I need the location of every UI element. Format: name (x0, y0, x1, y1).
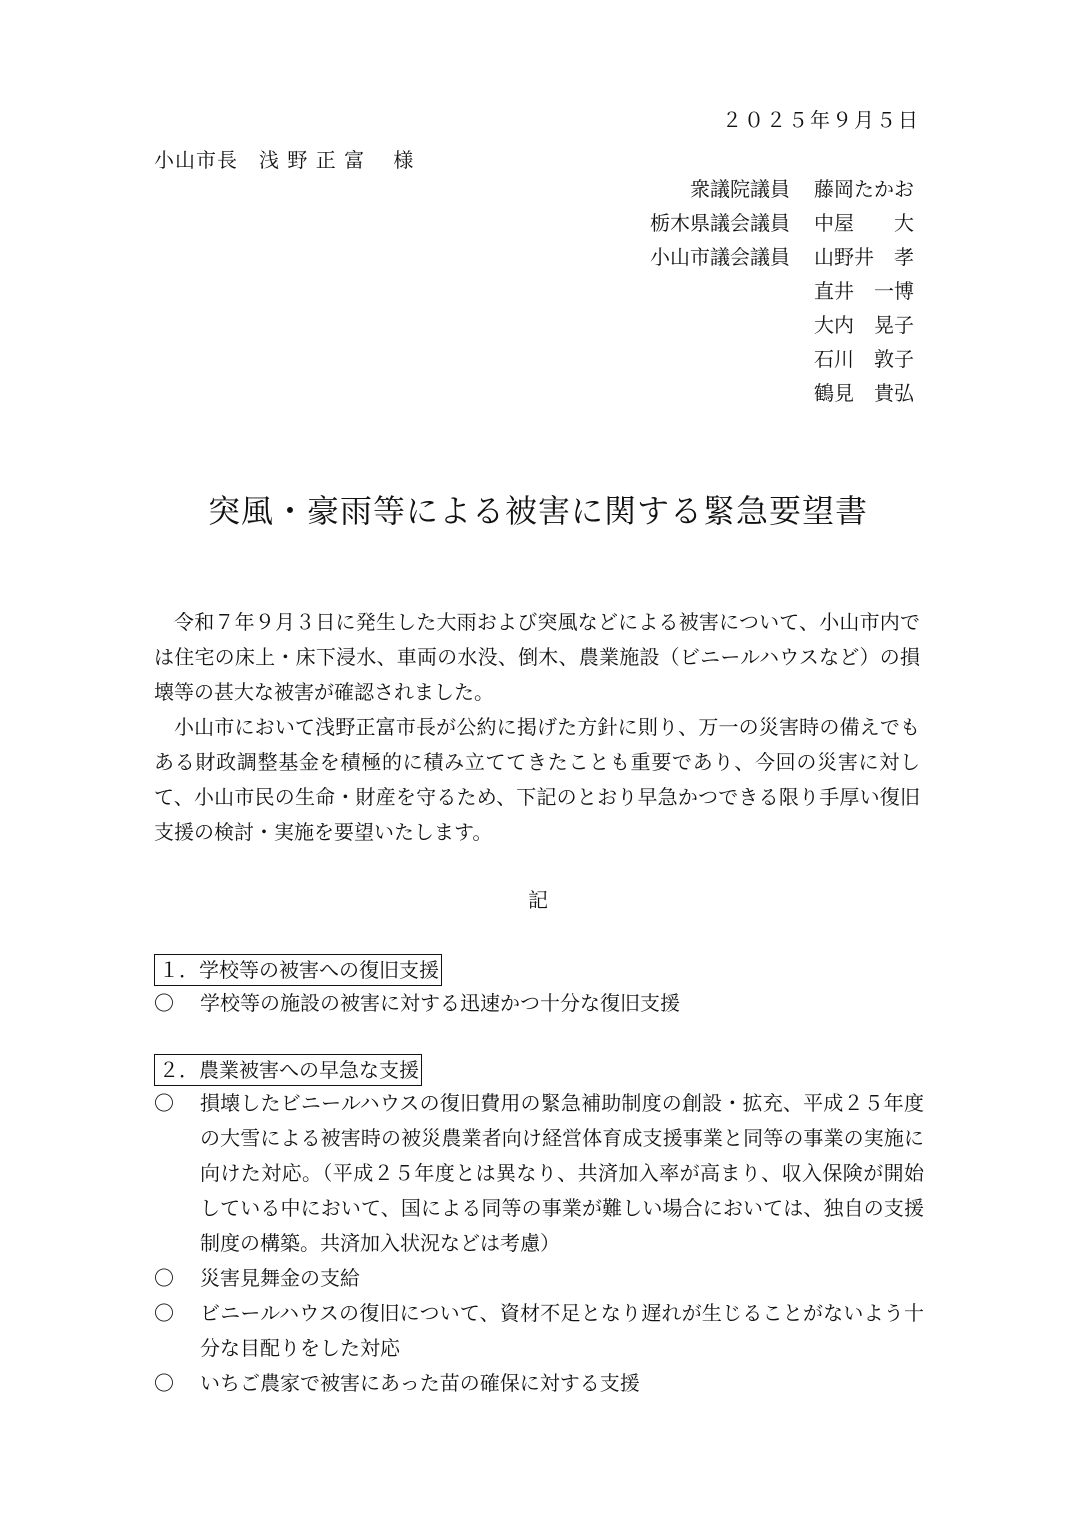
request-item (154, 1366, 924, 1401)
ki-marker: 記 (528, 888, 548, 912)
signer-name: 中屋 大 (814, 211, 914, 235)
signer-row (650, 240, 920, 274)
bullet-icon: 〇 (154, 1266, 174, 1290)
signer-row (650, 308, 920, 342)
signer-list (650, 172, 920, 410)
request-item (154, 1261, 924, 1296)
body-paragraph: 小山市において浅野正富市長が公約に掲げた方針に則り、万一の災害時の備えでもある財政調整基金を積極的に積み立ててきたことも重要であり、今回の災害に対して、小山市民の生命・財産を守るため、下記のとおり早急かつできる限り手厚い復旧支援の検討・実施を要望いたします。 (154, 715, 920, 844)
bullet-icon: 〇 (154, 1301, 174, 1325)
signer-role: 栃木県議会議員 (650, 211, 790, 235)
signer-name: 大内 晃子 (814, 313, 914, 337)
section-heading: １．学校等の被害への復旧支援 (154, 954, 442, 986)
signer-name: 藤岡たかお (814, 177, 914, 201)
document-date: ２０２５年９月５日 (722, 108, 920, 132)
signer-role: 衆議院議員 (690, 177, 790, 201)
signer-row (650, 172, 920, 206)
signer-row (650, 274, 920, 308)
signer-row (650, 206, 920, 240)
bullet-icon: 〇 (154, 1091, 174, 1115)
signer-name: 鶴見 貴弘 (814, 381, 914, 405)
signer-name: 石川 敦子 (814, 347, 914, 371)
signer-name: 山野井 孝 (814, 245, 914, 269)
signer-row (650, 376, 920, 410)
signer-role: 小山市議会議員 (650, 245, 790, 269)
request-item-text: 学校等の施設の被害に対する迅速かつ十分な復旧支援 (200, 991, 680, 1015)
request-item-text: 災害見舞金の支給 (200, 1266, 360, 1290)
body-paragraph: 令和７年９月３日に発生した大雨および突風などによる被害について、小山市内では住宅の床上・床下浸水、車両の水没、倒木、農業施設（ビニールハウスなど）の損壊等の甚大な被害が確認されました。 (154, 610, 920, 704)
request-item (154, 1086, 924, 1261)
addressee: 小山市長 浅 野 正 富 様 (154, 148, 415, 172)
signer-name: 直井 一博 (814, 279, 914, 303)
request-section (154, 1054, 924, 1401)
body-text (154, 605, 920, 850)
document-title: 突風・豪雨等による被害に関する緊急要望書 (207, 492, 868, 530)
request-item-text: ビニールハウスの復旧について、資材不足となり遅れが生じることがないよう十分な目配りをした対応 (200, 1301, 924, 1360)
bullet-icon: 〇 (154, 1371, 174, 1395)
section-heading: ２．農業被害への早急な支援 (154, 1054, 422, 1086)
request-item (154, 1296, 924, 1366)
request-item-text: いちご農家で被害にあった苗の確保に対する支援 (200, 1371, 640, 1395)
signer-row (650, 342, 920, 376)
request-item-text: 損壊したビニールハウスの復旧費用の緊急補助制度の創設・拡充、平成２５年度の大雪による被害時の被災農業者向け経営体育成支援事業と同等の事業の実施に向けた対応。（平成２５年度とは異なり、共済加入率が高まり、収入保険が開始している中において、国による同等の事業が難しい場合においては、独自の支援制度の構築。共済加入状況などは考慮） (200, 1091, 924, 1255)
request-item (154, 986, 924, 1021)
request-section (154, 954, 924, 1021)
bullet-icon: 〇 (154, 991, 174, 1015)
